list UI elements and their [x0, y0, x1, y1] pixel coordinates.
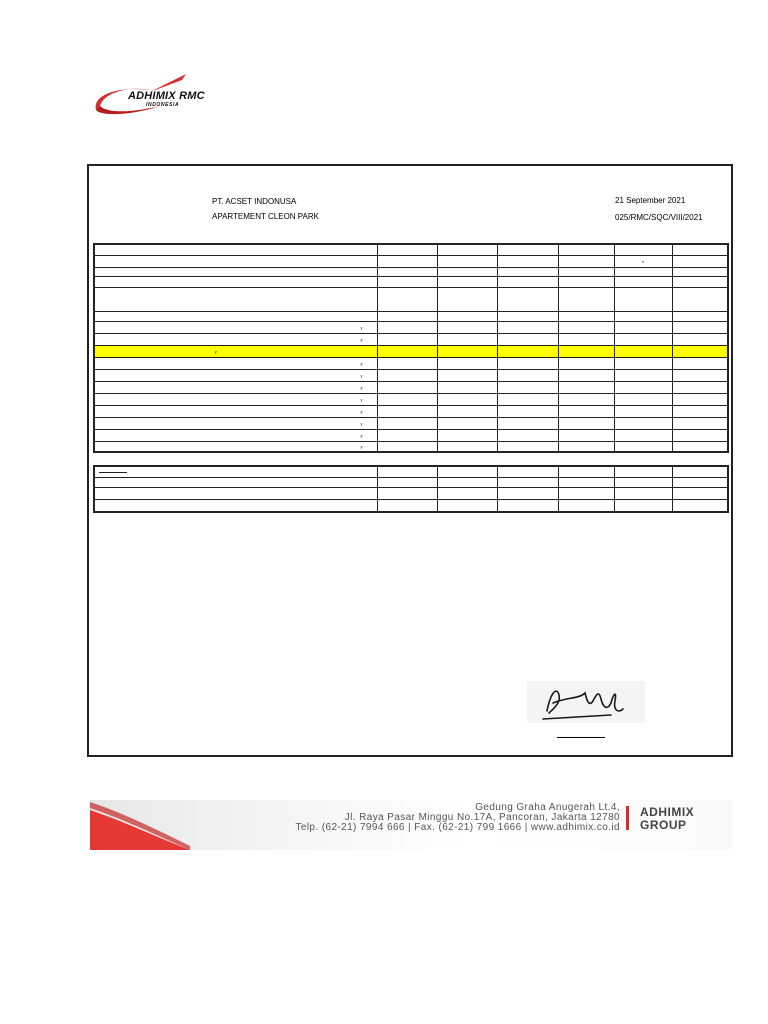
table-row [94, 381, 728, 393]
table-row [94, 287, 728, 311]
row-mark: y [360, 408, 363, 414]
table-row [94, 405, 728, 417]
footer-divider [626, 806, 629, 830]
row-mark: y [360, 396, 363, 402]
table-row [94, 333, 728, 345]
table-row [94, 477, 728, 487]
group-name-line2: GROUP [640, 818, 687, 832]
group-name-line1: ADHIMIX [640, 805, 695, 819]
letterhead-footer [90, 800, 732, 850]
table-row [94, 276, 728, 287]
company-logo [90, 72, 220, 122]
table-row [94, 321, 728, 333]
row-mark: y [360, 420, 363, 426]
row-mark: y [360, 384, 363, 390]
row-mark: y [360, 336, 363, 342]
signature [527, 681, 645, 723]
project-name: APARTEMENT CLEON PARK [212, 212, 319, 221]
plus-minus-mark: ± [641, 258, 645, 264]
table-row [94, 499, 728, 512]
logo-subtitle: INDONESIA [146, 102, 180, 108]
highlighted-row [94, 345, 728, 357]
footer-contact-line: Telp. (62-21) 7994 666 | Fax. (62-21) 799 1666 | www.adhimix.co.id [295, 822, 620, 833]
row-mark: y [360, 360, 363, 366]
test-results-table [93, 243, 729, 453]
table-row [94, 369, 728, 381]
letter-date: 21 September 2021 [615, 196, 686, 205]
row-mark: y [360, 432, 363, 438]
row-mark: y [360, 372, 363, 378]
signature-scribble [527, 681, 645, 723]
table-row [94, 417, 728, 429]
row-mark: y [360, 443, 363, 449]
summary-table [93, 465, 729, 513]
signature-line [557, 737, 605, 738]
table-row [94, 393, 728, 405]
recipient-name: PT. ACSET INDONUSA [212, 197, 297, 206]
reference-number: 025/RMC/SQC/VIII/2021 [615, 213, 703, 222]
table-row [94, 429, 728, 441]
footer-address-line1: Gedung Graha Anugerah Lt.4, [475, 802, 620, 813]
table-row [94, 267, 728, 276]
table-row [94, 244, 728, 255]
table-row [94, 487, 728, 499]
table-row [94, 311, 728, 321]
table-row [94, 466, 728, 477]
logo-wordmark: ADHIMIX RMC [128, 90, 205, 102]
footer-red-swoosh-icon [90, 800, 190, 850]
table-row [94, 357, 728, 369]
row-mark: y [360, 324, 363, 330]
table-row [94, 441, 728, 452]
table-row [94, 255, 728, 267]
row-mark: y [214, 348, 217, 354]
footer-address-line2: Jl. Raya Pasar Minggu No.17A, Pancoran, Jakarta 12780 [344, 812, 620, 823]
